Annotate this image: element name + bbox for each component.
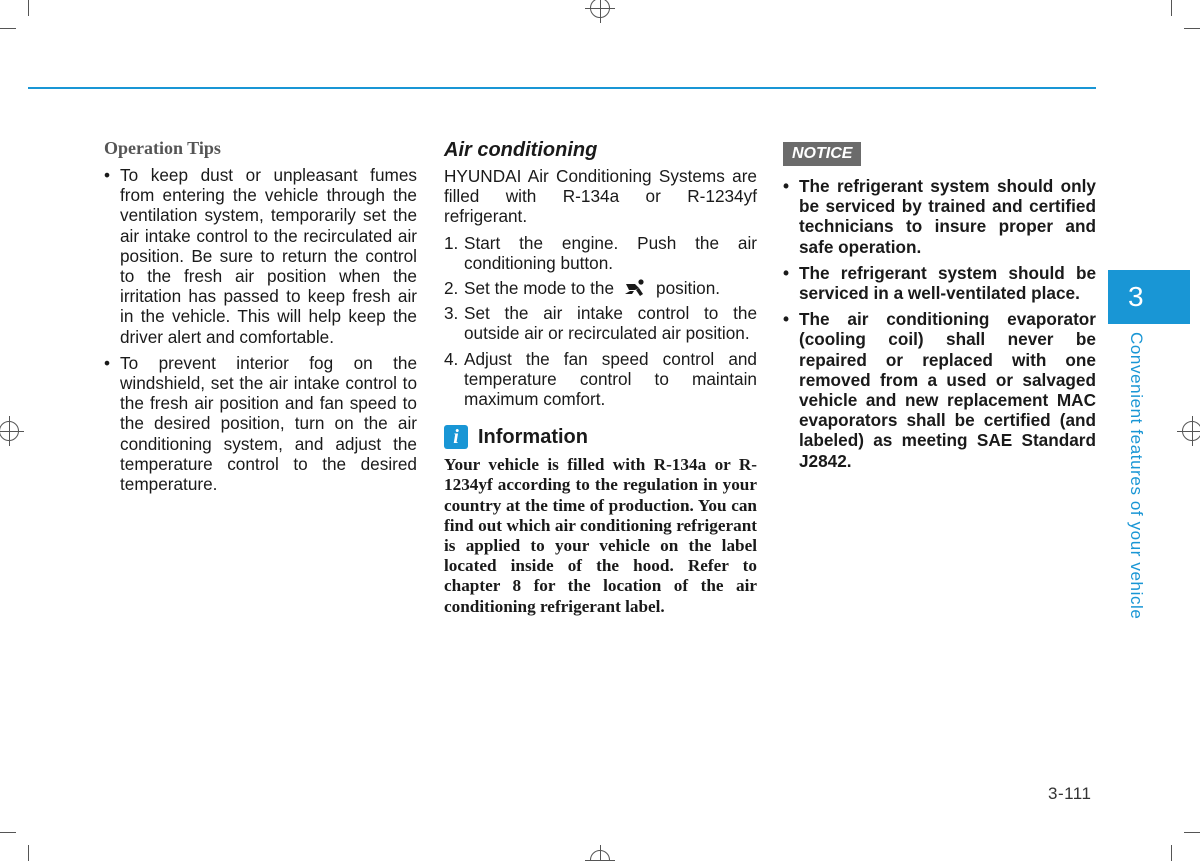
header-rule: [28, 87, 1096, 89]
list-item: 2. Set the mode to the position.: [444, 278, 721, 299]
crop-mark: [28, 845, 29, 861]
column-operation-tips: [104, 138, 417, 500]
list-item: 1. Start the engine. Push the air conditioning button.: [444, 232, 757, 273]
notice-list: [783, 176, 1096, 471]
list-item: • The refrigerant system should only be serviced by trained and certified technicians to insure proper and safe operation.: [783, 176, 1096, 257]
crop-mark: [1171, 845, 1172, 861]
crop-mark: [28, 0, 29, 16]
operation-tips-heading: Operation Tips: [104, 138, 221, 158]
crop-mark: [1171, 0, 1172, 16]
floor-mode-icon: [624, 279, 646, 297]
list-item: 3. Set the air intake control to the outside air or recirculated air position.: [444, 303, 757, 344]
column-notice: [783, 138, 1096, 477]
crop-mark: [0, 832, 16, 833]
registration-mark: [0, 421, 19, 441]
column-air-conditioning: [444, 138, 757, 617]
registration-mark: [1182, 421, 1200, 441]
intro-paragraph: HYUNDAI Air Conditioning Systems are filled with R-134a or R-1234yf refrigerant.: [444, 166, 757, 227]
info-icon: i: [444, 425, 468, 449]
crop-mark: [1184, 832, 1200, 833]
information-header: [444, 425, 757, 449]
crop-mark: [0, 28, 16, 29]
registration-mark: [590, 0, 610, 18]
information-body: Your vehicle is filled with R-134a or R-1234yf according to the regulation in your country at the time of production. You can find out which air conditioning refrigerant is applied to your vehicle on the label located inside of the hood. Refer to chapter 8 for the location of the air conditioning refrigerant label.: [444, 455, 757, 616]
list-item: 4. Adjust the fan speed control and temperature control to maintain maximum comfort.: [444, 348, 757, 410]
list-item: • To keep dust or unpleasant fumes from entering the vehicle through the ventilation system, temporarily set the air intake control to the recirculated air position. Be sure to return the control to the fresh air position when the irritation has passed to keep fresh air in the vehicle. This will help keep the driver alert and comfortable.: [104, 165, 417, 347]
list-item: • The air conditioning evaporator (cooling coil) shall never be repaired or replaced with one removed from a used or salvaged vehicle and new replacement MAC evaporators shall be certified (and labeled) as meeting SAE Standard J2842.: [783, 309, 1096, 471]
steps-list: [444, 233, 757, 410]
chapter-title: Convenient features of your vehicle: [1127, 332, 1146, 620]
list-item: • The refrigerant system should be serviced in a well-ventilated place.: [783, 262, 1096, 304]
information-title: Information: [478, 425, 588, 448]
chapter-tab: 3: [1108, 270, 1190, 324]
list-item: • To prevent interior fog on the windshield, set the air intake control to the fresh air position and fan speed to the desired position, turn on the air conditioning system, and adjust the temperature control to the desired temperature.: [104, 352, 417, 495]
operation-tips-list: [104, 165, 417, 494]
page-number: 3-111: [1048, 784, 1092, 803]
crop-mark: [1184, 28, 1200, 29]
registration-mark: [590, 850, 610, 861]
section-title: Air conditioning: [444, 139, 598, 161]
notice-badge: NOTICE: [783, 142, 861, 166]
